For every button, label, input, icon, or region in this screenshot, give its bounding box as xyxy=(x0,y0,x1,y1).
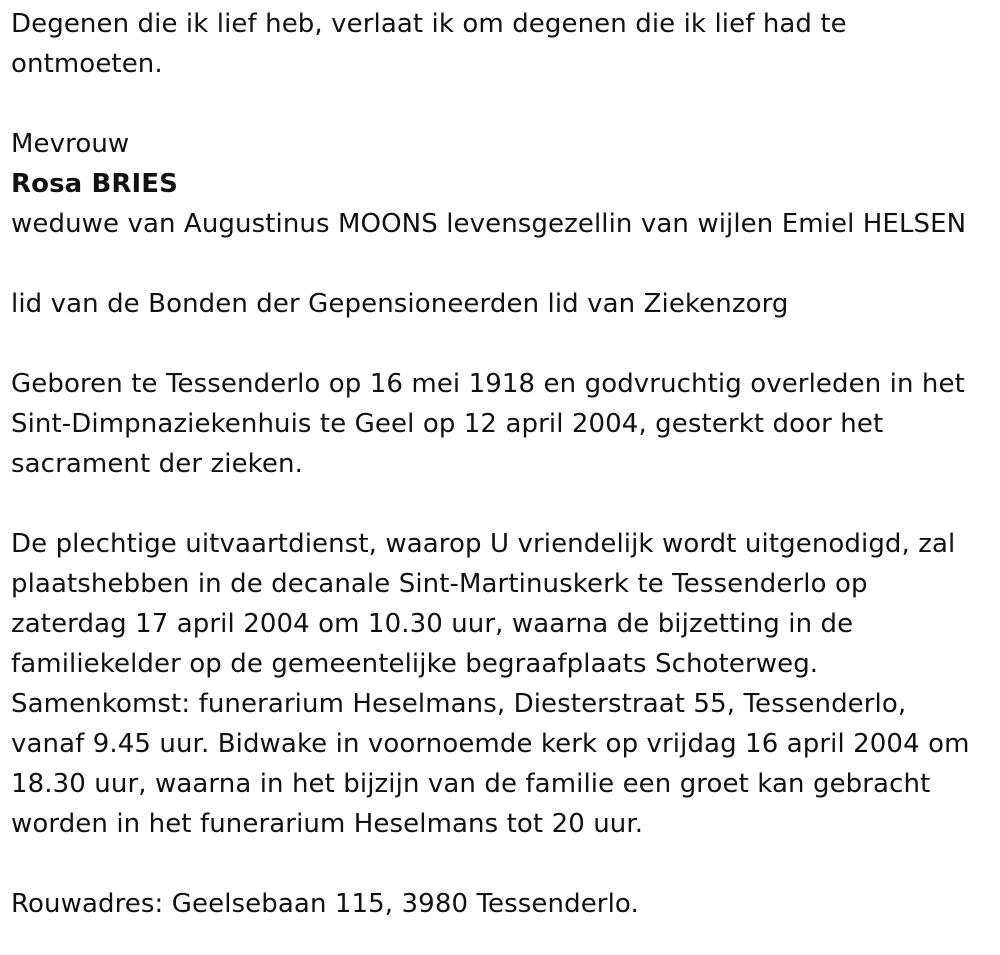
relation-line: weduwe van Augustinus MOONS levensgezellin van wijlen Emiel HELSEN xyxy=(11,209,967,239)
mourning-address: Rouwadres: Geelsebaan 115, 3980 Tessenderlo. xyxy=(11,889,639,919)
funeral-line: zaterdag 17 april 2004 om 10.30 uur, waarna de bijzetting in de xyxy=(11,609,854,639)
honorific-title: Mevrouw xyxy=(11,129,130,159)
deceased-name: Rosa BRIES xyxy=(11,169,178,199)
funeral-line: De plechtige uitvaartdienst, waarop U vriendelijk wordt uitgenodigd, zal xyxy=(11,529,956,559)
funeral-line: Samenkomst: funerarium Heselmans, Diesterstraat 55, Tessenderlo, xyxy=(11,689,907,719)
obituary-notice xyxy=(11,4,991,924)
birth-death-line: sacrament der zieken. xyxy=(11,449,303,479)
motto-line-2: ontmoeten. xyxy=(11,49,163,79)
funeral-line: familiekelder op de gemeentelijke begraafplaats Schoterweg. xyxy=(11,649,819,679)
motto-line-1: Degenen die ik lief heb, verlaat ik om degenen die ik lief had te xyxy=(11,9,847,39)
funeral-line: vanaf 9.45 uur. Bidwake in voornoemde kerk op vrijdag 16 april 2004 om xyxy=(11,729,970,759)
funeral-line: plaatshebben in de decanale Sint-Martinuskerk te Tessenderlo op xyxy=(11,569,868,599)
membership-line: lid van de Bonden der Gepensioneerden lid van Ziekenzorg xyxy=(11,289,789,319)
spacer xyxy=(11,84,991,124)
spacer xyxy=(11,324,991,364)
spacer xyxy=(11,244,991,284)
birth-death-line: Geboren te Tessenderlo op 16 mei 1918 en godvruchtig overleden in het xyxy=(11,369,965,399)
funeral-line: 18.30 uur, waarna in het bijzijn van de familie een groet kan gebracht xyxy=(11,769,931,799)
birth-death-line: Sint-Dimpnaziekenhuis te Geel op 12 april 2004, gesterkt door het xyxy=(11,409,884,439)
spacer xyxy=(11,844,991,884)
funeral-line: worden in het funerarium Heselmans tot 20 uur. xyxy=(11,809,644,839)
spacer xyxy=(11,484,991,524)
